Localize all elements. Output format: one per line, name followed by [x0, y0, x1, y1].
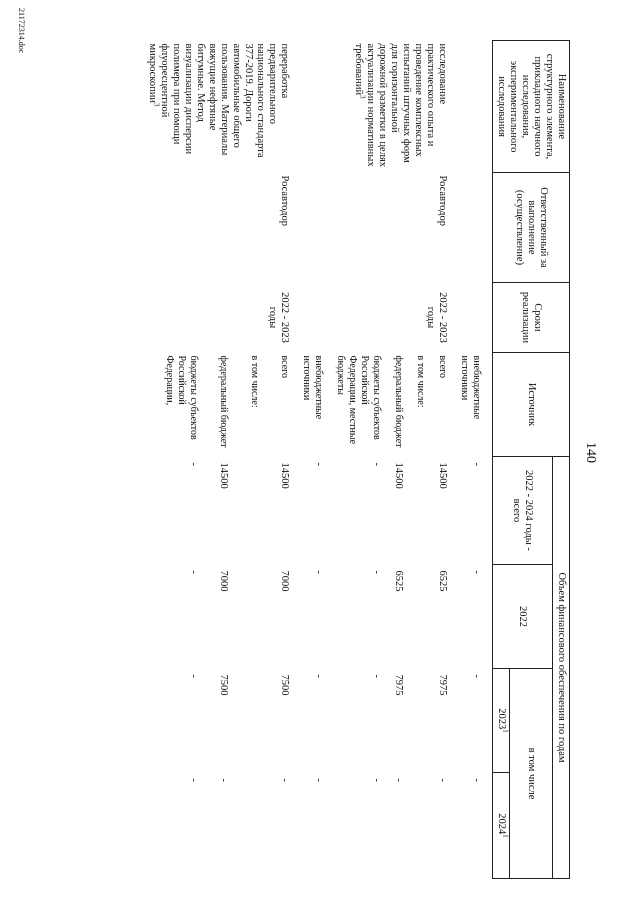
value-cell: -	[218, 778, 230, 782]
value-cell: -	[437, 778, 448, 782]
header-terms: Сроки реализации	[493, 283, 570, 353]
value-cell	[414, 669, 436, 773]
value-cell: 7500	[218, 674, 230, 696]
table-row	[270, 41, 300, 879]
value-cell	[240, 669, 270, 773]
value-cell: -	[188, 570, 200, 574]
source-cell: всего	[279, 355, 290, 379]
value-cell	[414, 457, 436, 565]
entry-name: исследование практического опыта и проведение комплексных испытаний штучных форм для горизонтальной дорожной разметки в целях актуализации нормативных требований$^3$	[353, 43, 448, 168]
value-cell: 14500	[437, 462, 448, 489]
value-cell: -	[371, 570, 382, 574]
value-cell	[414, 565, 436, 669]
entry-name: переработка предварительного национального стандарта 377-2019. Дороги автомобильные общего пользования. Материалы вяжущие нефтяные битумные. Метод визуализации дисперсии полимера при помощи флуоресцентной микроскопии$^3$	[147, 43, 290, 158]
value-cell: 7000	[218, 570, 230, 592]
header-total: 2022 - 2024 годы - всего	[493, 457, 553, 565]
value-cell: -	[313, 674, 324, 678]
entry-responsible: Росавтодор	[279, 175, 290, 226]
value-cell: 14500	[279, 462, 290, 489]
header-responsible: Ответственный за выполнение (осуществление)	[493, 173, 570, 283]
table-row	[436, 41, 458, 879]
source-cell: внебюджетные источники	[459, 355, 482, 420]
value-cell: 6525	[393, 570, 404, 592]
header-name: Наименование структурного элемента, прикладного научного исследования, экспериментального исследования	[493, 41, 570, 173]
value-cell: -	[471, 778, 482, 782]
header-2024: 2024$^1$	[493, 773, 510, 879]
value-cell: -	[313, 778, 324, 782]
value-cell: 7975	[437, 674, 448, 696]
value-cell: -	[188, 674, 200, 678]
value-cell: -	[371, 778, 382, 782]
value-cell: -	[371, 462, 382, 466]
value-cell: 6525	[437, 570, 448, 592]
value-cell	[240, 773, 270, 879]
source-cell: в том числе:	[415, 355, 426, 408]
value-cell: -	[393, 778, 404, 782]
source-cell: бюджеты субъектов Российской Федерации,	[164, 355, 200, 440]
header-2022: 2022	[493, 565, 553, 669]
value-cell: 7975	[393, 674, 404, 696]
value-cell: -	[471, 462, 482, 466]
source-cell: в том числе:	[248, 355, 260, 408]
table-header	[493, 41, 570, 879]
value-cell: -	[471, 570, 482, 574]
value-cell: 14500	[393, 462, 404, 489]
value-cell: 14500	[218, 462, 230, 489]
value-cell: -	[371, 674, 382, 678]
value-cell: 7500	[279, 674, 290, 696]
value-cell: 7000	[279, 570, 290, 592]
value-cell	[414, 773, 436, 879]
value-cell: -	[471, 674, 482, 678]
source-cell: федеральный бюджет	[218, 355, 230, 448]
header-funding-group: Объем финансового обеспечения по годам	[553, 457, 570, 879]
source-cell: бюджеты субъектов Российской Федерации, местные бюджеты	[335, 355, 382, 445]
value-cell: -	[313, 462, 324, 466]
value-cell	[240, 565, 270, 669]
value-cell: -	[188, 778, 200, 782]
value-cell: -	[279, 778, 290, 782]
value-cell	[240, 457, 270, 565]
entry-responsible: Росавтодор	[437, 175, 448, 226]
table-body	[146, 41, 493, 879]
header-source: Источник	[493, 353, 570, 457]
source-cell: всего	[437, 355, 448, 379]
entry-terms: 2022 - 2023 годы	[425, 292, 448, 343]
entry-terms: 2022 - 2023 годы	[267, 292, 290, 343]
value-cell: -	[188, 462, 200, 466]
header-2023: 2023$^1$	[493, 669, 510, 773]
funding-table	[146, 40, 570, 879]
source-cell: внебюджетные источники	[301, 355, 324, 420]
table-row	[458, 41, 493, 879]
page-number: 140	[583, 442, 598, 463]
document-id: 21172314.doc	[17, 8, 26, 54]
source-cell: федеральный бюджет	[393, 355, 404, 448]
value-cell: -	[313, 570, 324, 574]
header-including: в том числе	[510, 669, 553, 879]
